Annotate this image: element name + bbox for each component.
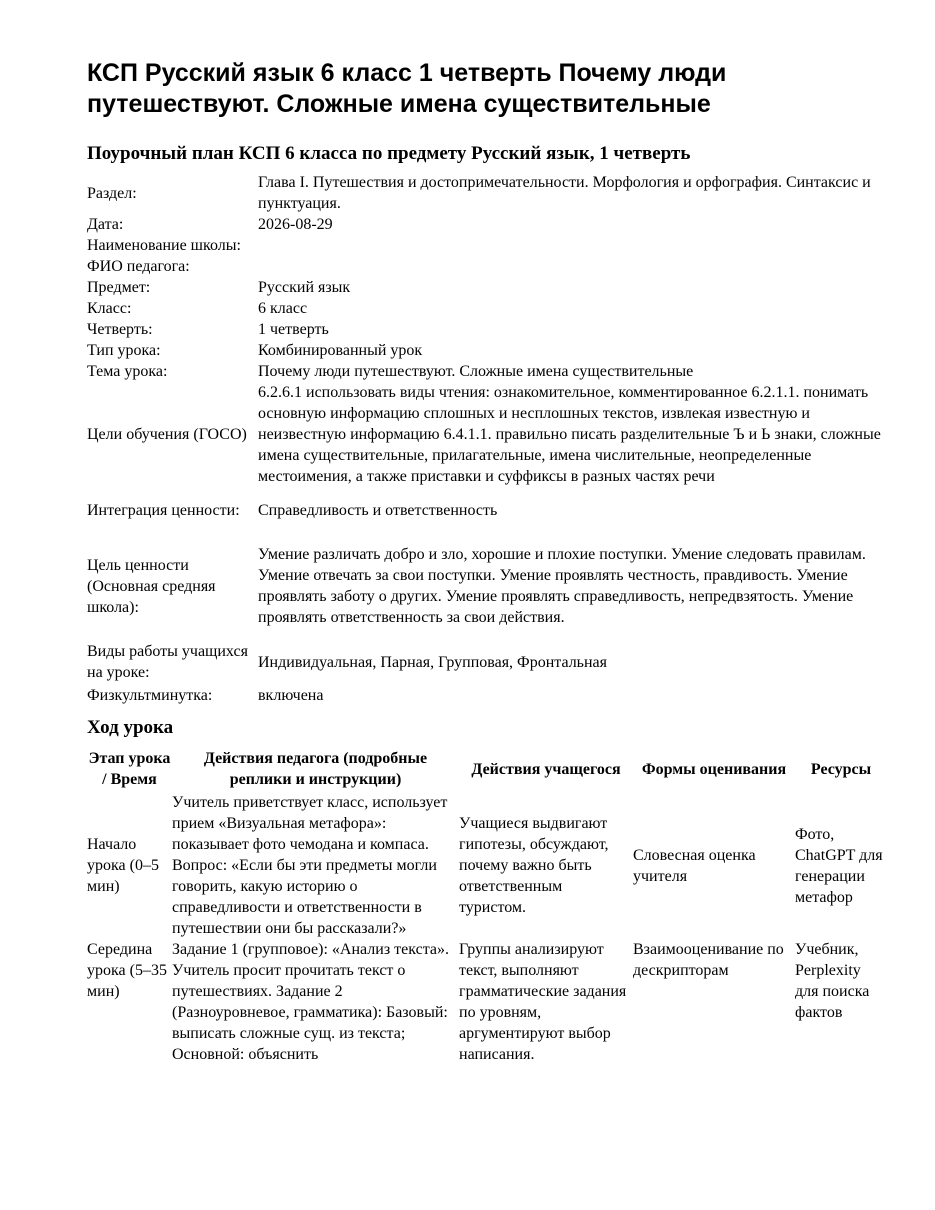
info-row-goals <box>87 382 892 487</box>
info-row-value-goal <box>87 533 892 639</box>
flow-stage: Начало урока (0–5 мин) <box>87 836 159 895</box>
info-row-work-types <box>87 639 892 685</box>
info-key: Раздел: <box>87 184 137 202</box>
flow-teacher-actions: Задание 1 (групповое): «Анализ текста». Учитель просит прочитать текст о путешествиях. Задание 2 (Разноуровневое, грамматика): Базовый: выписать сложные сущ. из текста; Основной: объяснить <box>172 941 449 1063</box>
flow-assessment: Словесная оценка учителя <box>633 846 756 885</box>
info-row-exercise-break <box>87 685 892 706</box>
info-table <box>87 172 892 706</box>
info-value: Глава I. Путешествия и достопримечательности. Морфология и орфография. Синтаксис и пунктуация. <box>258 174 871 212</box>
info-value: 1 четверть <box>258 321 329 338</box>
flow-header-stage: Этап урока / Время <box>88 750 171 788</box>
info-key: Виды работы учащихся на уроке: <box>87 643 248 681</box>
info-row-section <box>87 172 892 214</box>
flow-header-assessment: Формы оценивания <box>641 760 787 778</box>
info-key: Дата: <box>87 216 124 233</box>
info-value: Умение различать добро и зло, хорошие и плохие поступки. Умение следовать правилам. Умение отвечать за свои поступки. Умение проявлять честность, правдивость. Умение проявлять заботу о других. Умение проявлять справедливость, непредвзятость. Умение проявлять ответственность за свои действия. <box>258 546 866 626</box>
info-row-date <box>87 214 892 235</box>
info-value <box>258 235 892 256</box>
info-key: Цели обучения (ГОСО) <box>87 426 247 443</box>
document-page <box>87 58 892 1065</box>
info-key: Предмет: <box>87 279 151 296</box>
info-key: ФИО педагога: <box>87 258 190 275</box>
info-key: Класс: <box>87 300 132 317</box>
plan-heading: Поурочный план КСП 6 класса по предмету Русский язык, 1 четверть <box>87 143 691 164</box>
flow-teacher-actions: Учитель приветствует класс, использует прием «Визуальная метафора»: показывает фото чемодана и компаса. Вопрос: «Если бы эти предметы могли говорить, какую историю о справедливости и ответственности в путешествии они бы рассказали?» <box>172 794 448 937</box>
flow-student-actions: Учащиеся выдвигают гипотезы, обсуждают, почему важно быть ответственным туристом. <box>459 815 609 916</box>
info-key: Физкультминутка: <box>87 687 213 704</box>
flow-header-student: Действия учащегося <box>471 760 621 778</box>
info-row-grade <box>87 298 892 319</box>
info-value: Справедливость и ответственность <box>258 501 498 519</box>
info-value: Почему люди путешествуют. Сложные имена существительные <box>258 363 694 380</box>
info-key: Наименование школы: <box>87 237 241 254</box>
info-row-lesson-type <box>87 340 892 361</box>
flow-resources: Фото, ChatGPT для генерации метафор <box>795 825 883 906</box>
flow-header-row <box>87 748 887 792</box>
info-value: включена <box>258 687 324 704</box>
info-key: Интеграция ценности: <box>87 501 240 519</box>
info-key: Тема урока: <box>87 363 168 380</box>
info-row-school <box>87 235 892 256</box>
lesson-flow-table <box>87 748 887 1065</box>
info-value: Комбинированный урок <box>258 342 423 359</box>
info-key: Тип урока: <box>87 342 161 359</box>
flow-header-teacher: Действия педагога (подробные реплики и инструкции) <box>203 750 428 788</box>
info-row-subject <box>87 277 892 298</box>
info-value: 2026-08-29 <box>258 216 333 233</box>
document-title: КСП Русский язык 6 класс 1 четверть Почему люди путешествуют. Сложные имена существительные <box>87 59 727 118</box>
flow-assessment: Взаимооценивание по дескрипторам <box>633 941 784 979</box>
info-value: 6.2.6.1 использовать виды чтения: ознакомительное, комментированное 6.2.1.1. понимать основную информацию сплошных и несплошных текстов, извлекая известную и неизвестную информацию 6.4.1.1. правильно писать разделительные Ъ и Ь знаки, сложные имена существительные, прилагательные, имена числительные, неопределенные местоимения, а также приставки и суффиксы в разных частях речи <box>258 384 881 485</box>
info-row-quarter <box>87 319 892 340</box>
info-value: Индивидуальная, Парная, Групповая, Фронтальная <box>258 653 607 671</box>
flow-row <box>87 939 887 1065</box>
info-value: Русский язык <box>258 279 351 296</box>
info-key: Четверть: <box>87 321 153 338</box>
info-value <box>258 256 892 277</box>
flow-row <box>87 792 887 939</box>
lesson-heading: Ход урока <box>87 717 174 738</box>
info-row-teacher <box>87 256 892 277</box>
info-row-topic <box>87 361 892 382</box>
flow-header-resources: Ресурсы <box>810 760 872 778</box>
info-key: Цель ценности (Основная средняя школа): <box>87 556 216 616</box>
flow-student-actions: Группы анализируют текст, выполняют грамматические задания по уровням, аргументируют выбор написания. <box>459 941 627 1063</box>
flow-stage: Середина урока (5–35 мин) <box>87 941 167 1000</box>
info-row-value-integration <box>87 487 892 533</box>
info-value: 6 класс <box>258 300 308 317</box>
flow-resources: Учебник, Perplexity для поиска фактов <box>795 941 870 1021</box>
